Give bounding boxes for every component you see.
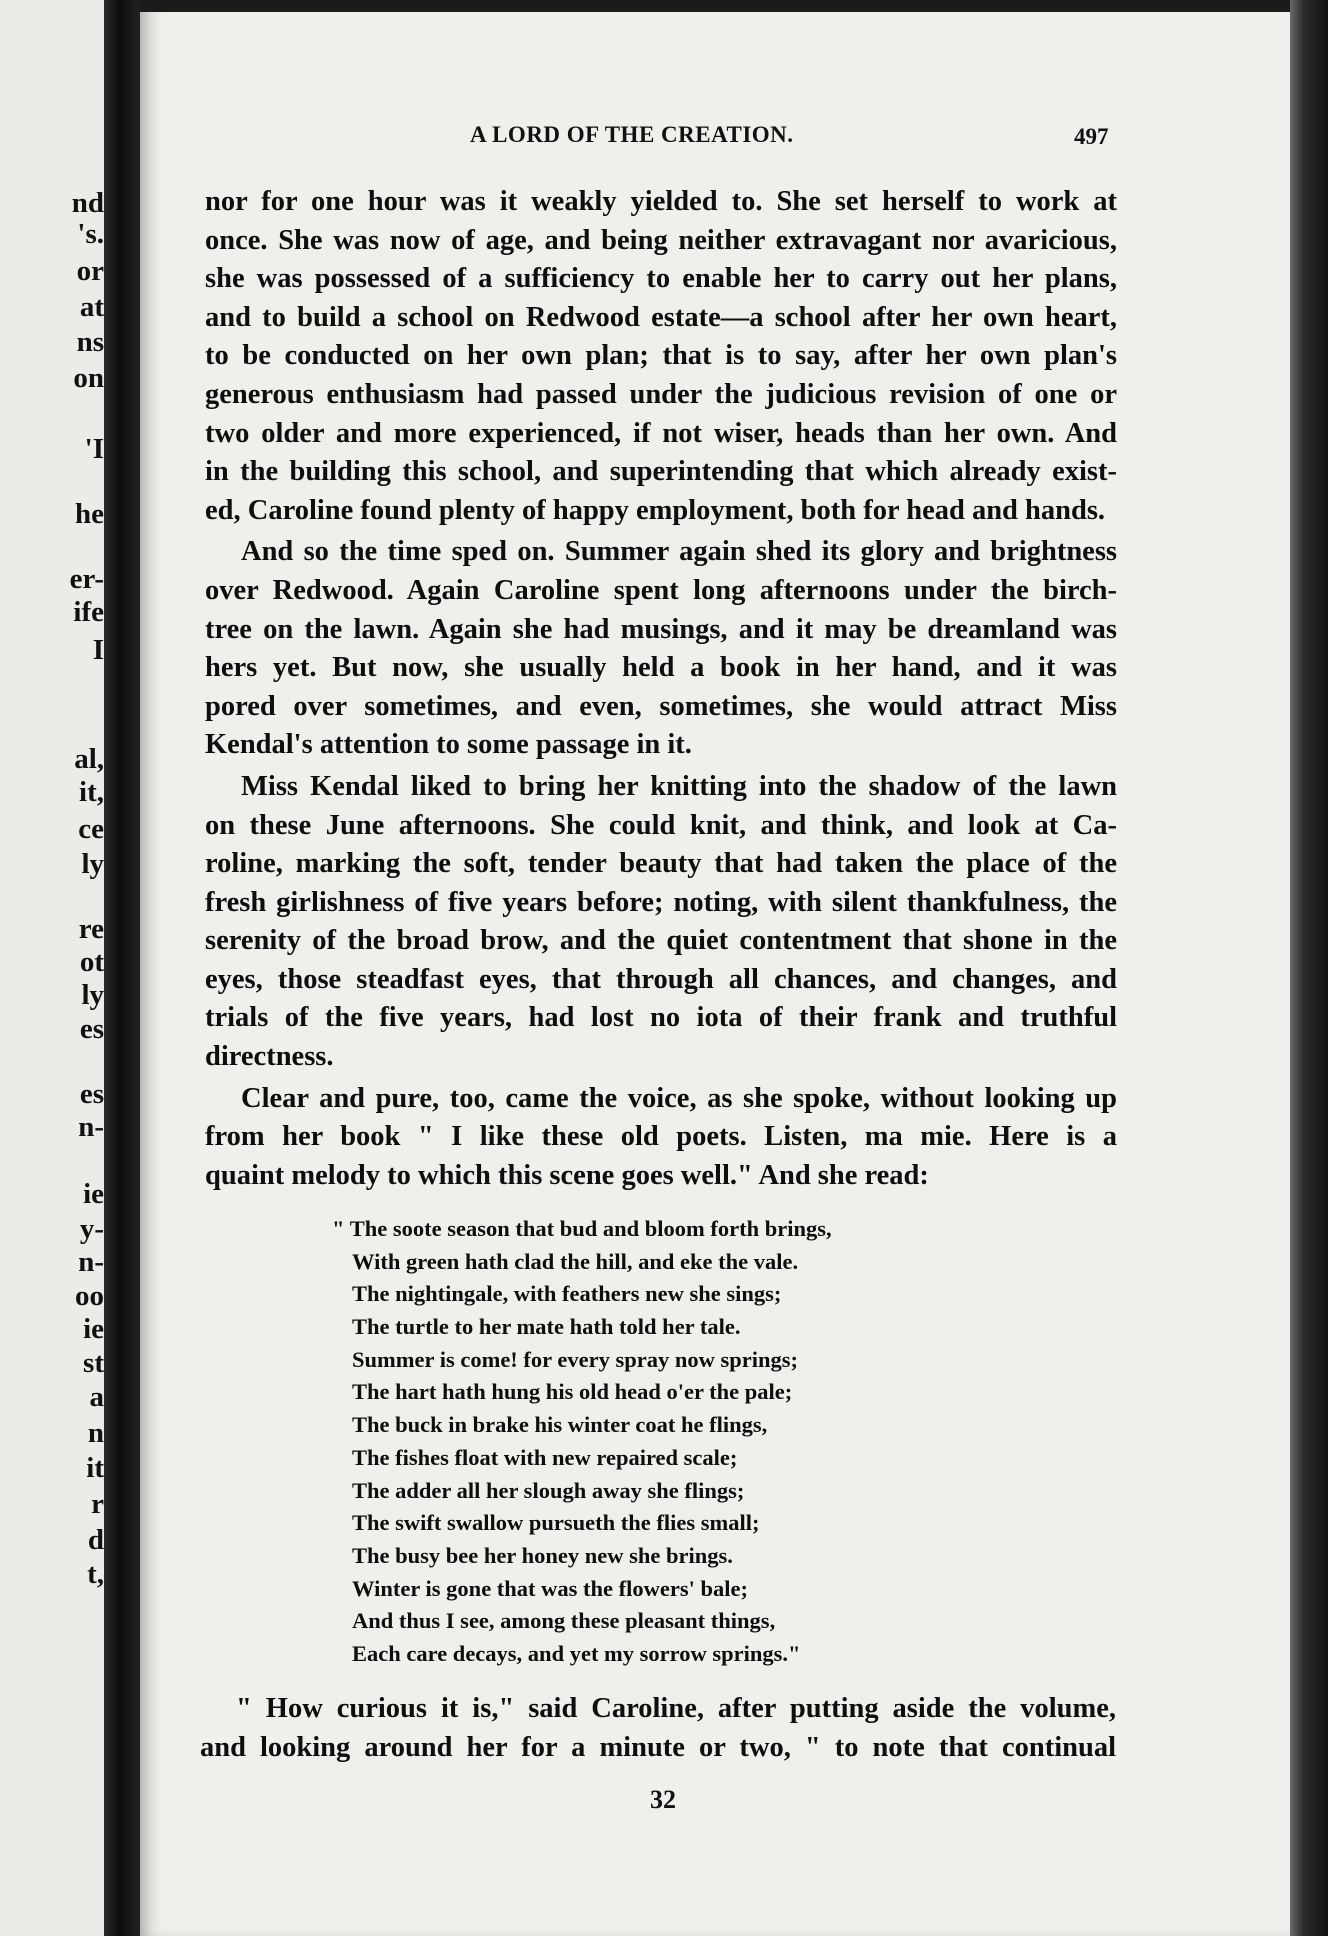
text-line: ed, Caroline found plenty of happy employment, both for head and hands. (205, 494, 1106, 526)
text-line: Clear and pure, too, came the voice, as she spoke, without looking up (241, 1082, 1117, 1114)
text-line: and looking around her for a minute or two, " to note that continual (200, 1731, 1116, 1763)
text-line: and to build a school on Redwood estate—a school after her own heart, (205, 301, 1117, 333)
verse-line: And thus I see, among these pleasant things, (352, 1608, 776, 1634)
facing-page-text-fragment: re (78, 913, 104, 945)
running-head: A LORD OF THE CREATION. (470, 122, 794, 147)
facing-page-text-fragment: es (79, 1013, 104, 1045)
verse-block (332, 1213, 832, 1671)
facing-page-text-fragment: 's. (77, 218, 104, 250)
facing-page-text-fragment: I (92, 634, 104, 666)
verse-line: With green hath clad the hill, and eke the vale. (352, 1248, 799, 1274)
page-number: 497 (1074, 124, 1109, 149)
facing-page-text-fragment: it, (79, 776, 104, 808)
verse-line: " The soote season that bud and bloom forth brings, (332, 1216, 832, 1241)
facing-page-text-fragment: he (75, 498, 104, 530)
text-line: two older and more experienced, if not wiser, heads than her own. And (205, 417, 1117, 449)
verse-line: Each care decays, and yet my sorrow springs." (352, 1640, 801, 1666)
verse-line: The adder all her slough away she flings; (352, 1477, 745, 1503)
facing-page-text-fragment: er- (69, 563, 104, 595)
closing-text (200, 1690, 1116, 1767)
facing-page-text-fragment: n- (78, 1246, 104, 1278)
facing-page-text-fragment: n (87, 1417, 104, 1449)
text-line: from her book " I like these old poets. Listen, ma mie. Here is a (205, 1121, 1117, 1153)
facing-page-text-fragment: ot (79, 946, 104, 978)
verse-line: The swift swallow pursueth the flies small; (352, 1510, 760, 1536)
verse-line: The hart hath hung his old head o'er the pale; (352, 1379, 793, 1405)
text-line: serenity of the broad brow, and the quiet contentment that shone in the (205, 925, 1117, 957)
facing-page-text-fragment: nd (71, 187, 104, 219)
text-line: Kendal's attention to some passage in it. (205, 729, 692, 761)
verse-line: The nightingale, with feathers new she sings; (352, 1281, 782, 1307)
text-line: tree on the lawn. Again she had musings, and it may be dreamland was (205, 613, 1117, 645)
text-line: directness. (205, 1041, 334, 1073)
verse-line: The fishes float with new repaired scale; (352, 1444, 738, 1470)
text-line: pored over sometimes, and even, sometimes, she would attract Miss (205, 690, 1117, 722)
text-line: over Redwood. Again Caroline spent long afternoons under the birch- (205, 574, 1117, 606)
facing-page-text-fragment: oo (75, 1280, 104, 1312)
text-line: hers yet. But now, she usually held a book in her hand, and it was (205, 652, 1117, 684)
page-right-edge (1290, 0, 1328, 1936)
signature-mark: 32 (650, 1785, 676, 1814)
facing-page-text-fragment: ce (78, 813, 104, 845)
facing-page-text-fragment: or (76, 255, 104, 287)
verse-line: Summer is come! for every spray now springs; (352, 1346, 798, 1372)
text-line: she was possessed of a sufficiency to enable her to carry out her plans, (205, 263, 1117, 295)
facing-page-text-fragment: ly (81, 979, 104, 1011)
verse-line: The buck in brake his winter coat he flings, (352, 1412, 768, 1438)
facing-page-text-fragment: 'I (84, 433, 104, 465)
body-text (205, 183, 1117, 1195)
facing-page-text-fragment: d (87, 1524, 104, 1556)
book-gutter (104, 0, 142, 1936)
facing-page-text-fragment: ns (76, 326, 104, 358)
facing-page-text-fragment: at (79, 291, 104, 323)
facing-page-text-fragment: y- (79, 1213, 104, 1245)
page-top-edge (140, 0, 1290, 12)
facing-page-text-fragment: al, (74, 743, 104, 775)
text-line: in the building this school, and superintending that which already exist- (205, 456, 1117, 488)
facing-page-fragment (0, 0, 108, 1936)
text-line: fresh girlishness of five years before; noting, with silent thankfulness, the (205, 886, 1117, 918)
facing-page-text-fragment: it (86, 1452, 104, 1484)
text-line: quaint melody to which this scene goes well." And she read: (205, 1159, 929, 1191)
facing-page-text-fragment: on (73, 362, 104, 394)
facing-page-text-fragment: st (83, 1347, 104, 1379)
facing-page-text-fragment: n- (78, 1111, 104, 1143)
facing-page-text-fragment: ie (83, 1313, 104, 1345)
facing-page-text-fragment: ly (81, 848, 104, 880)
text-line: to be conducted on her own plan; that is to say, after her own plan's (205, 340, 1117, 372)
verse-line: Winter is gone that was the flowers' bale; (352, 1575, 749, 1601)
facing-page-text-fragment: t, (87, 1558, 104, 1590)
facing-page-text-fragment: r (91, 1488, 104, 1520)
text-line: generous enthusiasm had passed under the judicious revision of one or (205, 378, 1117, 410)
text-line: nor for one hour was it weakly yielded to. She set herself to work at (205, 186, 1117, 217)
text-line: eyes, those steadfast eyes, that through all chances, and changes, and (205, 963, 1117, 995)
text-line: trials of the five years, had lost no iota of their frank and truthful (205, 1002, 1117, 1034)
text-line: on these June afternoons. She could knit, and think, and look at Ca- (205, 809, 1117, 841)
facing-page-text-fragment: ife (73, 596, 104, 628)
facing-page-text-fragment: ie (83, 1178, 104, 1210)
text-line: roline, marking the soft, tender beauty that had taken the place of the (205, 848, 1117, 880)
facing-page-text-fragment: a (89, 1381, 104, 1413)
verse-line: The turtle to her mate hath told her tale. (352, 1314, 741, 1340)
text-line: Miss Kendal liked to bring her knitting into the shadow of the lawn (241, 770, 1117, 802)
text-line: And so the time sped on. Summer again shed its glory and brightness (241, 536, 1117, 568)
facing-page-text-fragment: es (79, 1078, 104, 1110)
verse-line: The busy bee her honey new she brings. (352, 1542, 733, 1568)
text-line: " How curious it is," said Caroline, after putting aside the volume, (236, 1693, 1116, 1724)
text-line: once. She was now of age, and being neither extravagant nor avaricious, (205, 224, 1117, 256)
